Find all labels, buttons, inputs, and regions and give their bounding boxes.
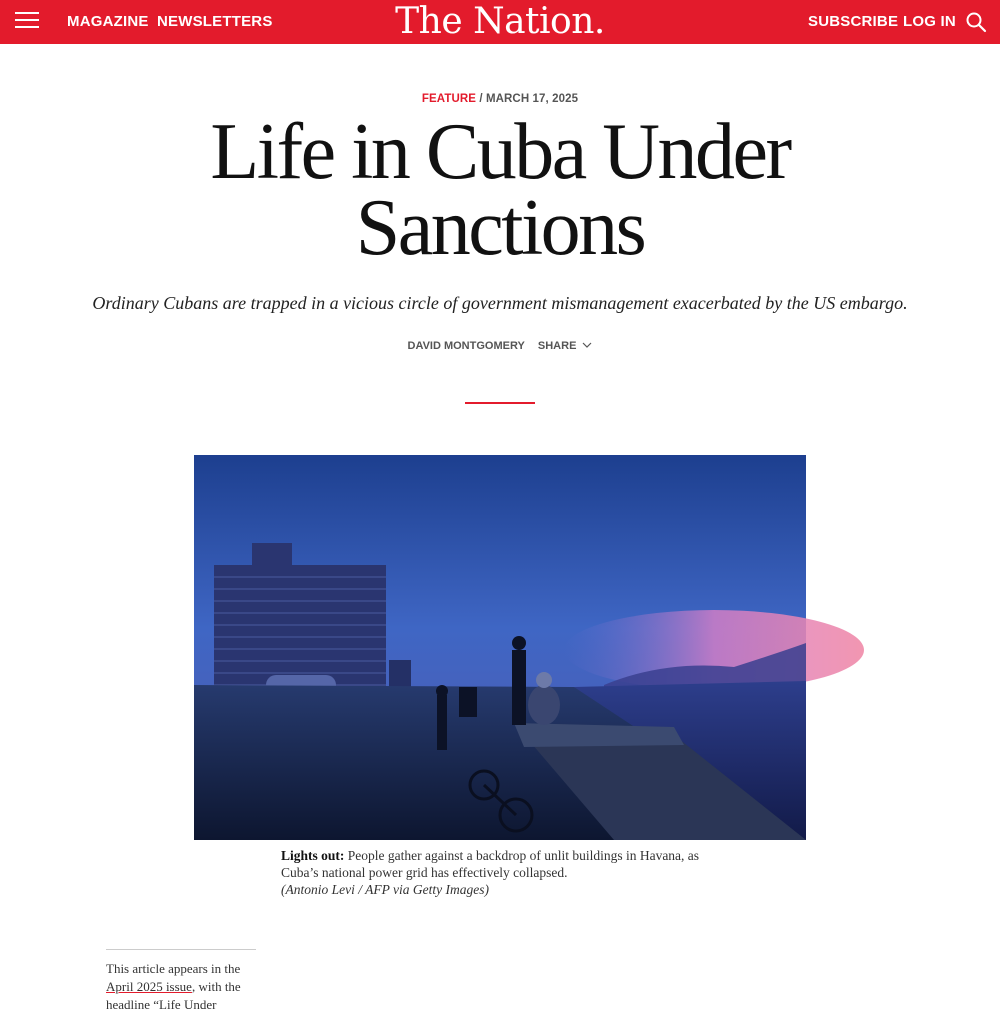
headline-line-1: Life in Cuba Under [210, 108, 790, 196]
byline [0, 340, 1000, 352]
nav-newsletters[interactable]: NEWSLETTERS [157, 13, 273, 30]
article-dek: Ordinary Cubans are trapped in a vicious circle of government mismanagement exacerbated by the US embargo. [92, 293, 908, 313]
chevron-down-icon [582, 341, 592, 349]
login-link[interactable]: LOG IN [903, 13, 956, 30]
issue-link[interactable]: April 2025 issue [106, 979, 192, 994]
page-title [100, 108, 900, 272]
author-link[interactable]: DAVID MONTGOMERY [407, 340, 525, 352]
share-button[interactable] [538, 340, 593, 352]
issue-note-suffix: , with the headline “Life Under [106, 979, 241, 1012]
image-caption [281, 847, 721, 898]
issue-note [106, 949, 256, 1014]
search-icon[interactable] [965, 11, 987, 33]
article-kicker [0, 93, 1000, 105]
article-date: MARCH 17, 2025 [485, 93, 579, 105]
subscribe-link[interactable]: SUBSCRIBE [808, 13, 899, 30]
site-logo[interactable]: The Nation. [395, 1, 605, 42]
hero-image [194, 455, 806, 840]
issue-note-prefix: This article appears in the [106, 961, 241, 976]
caption-text: People gather against a backdrop of unlit buildings in Havana, as Cuba’s national power grid has effectively collapsed. [281, 848, 700, 880]
share-label: SHARE [537, 340, 577, 352]
caption-lead: Lights out: [281, 848, 345, 863]
category-link[interactable]: FEATURE [421, 93, 477, 105]
photo-credit: (Antonio Levi / AFP via Getty Images) [281, 882, 489, 897]
headline-line-2: Sanctions [355, 184, 645, 272]
date-separator: / [476, 93, 486, 105]
site-header [0, 0, 1000, 44]
divider-rule [465, 402, 535, 404]
nav-magazine[interactable]: MAGAZINE [67, 13, 149, 30]
